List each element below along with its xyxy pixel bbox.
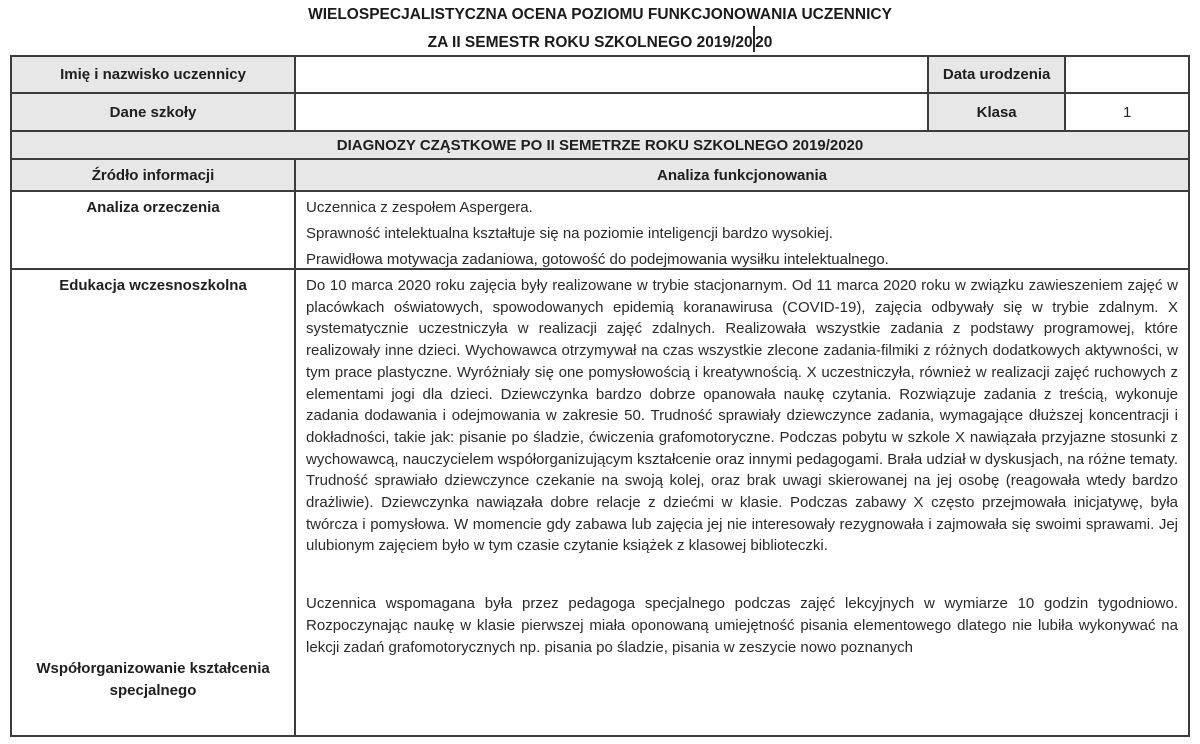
field-school-data[interactable] bbox=[296, 94, 929, 130]
row-edukacja-wczesnoszkolna bbox=[12, 270, 1188, 735]
row-student-name bbox=[12, 57, 1188, 94]
row-section-header bbox=[12, 132, 1188, 160]
analysis-line: Prawidłowa motywacja zadaniowa, gotowość do podejmowania wysiłku intelektualnego. bbox=[306, 251, 889, 268]
row-analiza-orzeczenia bbox=[12, 192, 1188, 270]
analysis-analiza-orzeczenia bbox=[296, 192, 1188, 268]
column-header-analysis: Analiza funkcjonowania bbox=[296, 160, 1188, 190]
title-line-2-text-after-cursor: 20 bbox=[755, 34, 773, 51]
field-class[interactable]: 1 bbox=[1066, 94, 1188, 130]
row-column-headers bbox=[12, 160, 1188, 192]
section-header: DIAGNOZY CZĄSTKOWE PO II SEMETRZE ROKU SZKOLNEGO 2019/2020 bbox=[12, 132, 1188, 158]
column-header-source: Źródło informacji bbox=[12, 160, 296, 190]
analysis-edukacja-cell bbox=[296, 270, 1188, 735]
analysis-line: Uczennica z zespołem Aspergera. bbox=[306, 199, 533, 216]
analysis-line: Sprawność intelektualna kształtuje się na poziomie inteligencji bardzo wysokiej. bbox=[306, 225, 833, 242]
source-edukacja-wczesnoszkolna: Edukacja wczesnoszkolna bbox=[59, 277, 247, 294]
source-analiza-orzeczenia: Analiza orzeczenia bbox=[12, 192, 296, 268]
label-school-data: Dane szkoły bbox=[12, 94, 296, 130]
field-student-name[interactable] bbox=[296, 57, 929, 92]
field-birth-date[interactable] bbox=[1066, 57, 1188, 92]
title-line-2 bbox=[0, 26, 1200, 54]
title-line-1: WIELOSPECJALISTYCZNA OCENA POZIOMU FUNKCJONOWANIA UCZENNICY bbox=[308, 6, 892, 23]
label-student-name: Imię i nazwisko uczennicy bbox=[12, 57, 296, 92]
source-wspolorganizowanie: Współorganizowanie kształcenia specjalnego bbox=[36, 660, 270, 699]
assessment-table bbox=[10, 55, 1190, 737]
title-line-2-text: ZA II SEMESTR ROKU SZKOLNEGO 2019/20 bbox=[427, 34, 753, 51]
label-birth-date: Data urodzenia bbox=[929, 57, 1067, 92]
document-title bbox=[0, 3, 1200, 54]
analysis-paragraph-1: Do 10 marca 2020 roku zajęcia były realizowane w trybie stacjonarnym. Od 11 marca 2020 roku w związku zawieszeniem zajęć w placówkach oświatowych, spowodowanych epidemią koranawirusa (COVID-19), zajęcia odbywały się w trybie zdalnym. X systematycznie uczestniczyła w realizacji zajęć zdalnych. Realizowała wszystkie zadania z podstawy programowej, które realizowały inne dzieci. Wychowawca otrzymywał na czas wszystkie zlecone zadania-filmiki z różnych dodatkowych aktywności, w tym prace plastyczne. Wyróżniały się one pomysłowością i kreatywnością. X uczestniczyła, również w realizacji zajęć ruchowych z elementami jogi dla dzieci. Dziewczynka bardzo dobrze opanowała naukę czytania. Rozwiązuje zadania z treścią, wykonuje zadania dodawania i odejmowania w zakresie 50. Trudność sprawiały dziewczynce zadania, wymagające dłuższej koncentracji i dokładności, takie jak: pisanie po śladzie, ćwiczenia grafomotoryczne. Podczas pobytu w szkole X nawiązała przyjazne stosunki z wychowawcą, nauczycielem współorganizującym kształcenie oraz innymi pedagogami. Brała udział w dyskusjach, na różne tematy. Trudność sprawiało dziewczynce czekanie na swoją kolej, oraz brak uwagi skierowanej na jej osobę (reagowała wtedy bardzo drażliwie). Dziewczynka nawiązała dobre relacje z dziećmi w klasie. Podczas zabawy X często przejmowała inicjatywę, była twórcza i pomysłowa. W momencie gdy zabawa lub zajęcia jej nie interesowały rezygnowała i zajmowała się swoimi sprawami. Jej ulubionym zajęciem było w tym czasie czytanie książek z klasowej biblioteczki. bbox=[306, 277, 1178, 555]
row-school-data bbox=[12, 94, 1188, 132]
label-class: Klasa bbox=[929, 94, 1067, 130]
analysis-paragraph-2: Uczennica wspomagana była przez pedagoga specjalnego podczas zajęć lekcyjnych w wymiarze 10 godzin tygodniowo. Rozpoczynając naukę w klasie pierwszej miała oponowaną umiejętność pisania elementowego dlatego nie lubiła wykonywać na lekcji zadań grafomotorycznych np. pisania po śladzie, pisania w zeszycie nowo poznanych bbox=[306, 595, 1178, 656]
source-cell bbox=[12, 270, 296, 735]
